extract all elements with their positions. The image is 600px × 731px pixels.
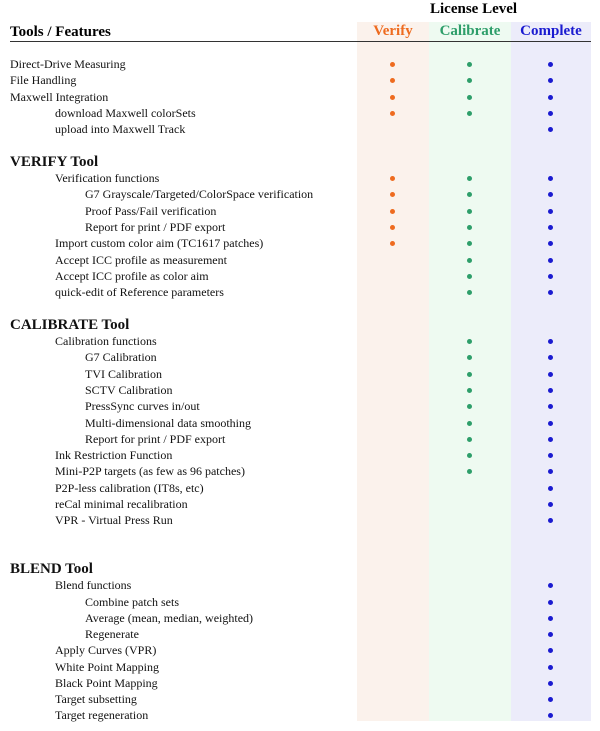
calibrate-included-dot — [467, 111, 472, 116]
section-heading — [0, 315, 600, 335]
section-heading — [0, 152, 600, 172]
feature-label: Apply Curves (VPR) — [55, 643, 157, 657]
feature-label: Report for print / PDF export — [85, 220, 226, 234]
complete-included-dot — [548, 616, 553, 621]
complete-included-dot — [548, 241, 553, 246]
feature-label: Maxwell Integration — [10, 90, 109, 104]
complete-included-dot — [548, 421, 553, 426]
complete-included-dot — [548, 127, 553, 132]
calibrate-included-dot — [467, 404, 472, 409]
feature-row — [0, 89, 600, 105]
header-divider — [10, 41, 591, 42]
feature-label: Black Point Mapping — [55, 676, 158, 690]
section-title: BLEND Tool — [10, 561, 93, 577]
complete-included-dot — [548, 583, 553, 588]
calibrate-included-dot — [467, 176, 472, 181]
verify-included-dot — [390, 241, 395, 246]
feature-label: SCTV Calibration — [85, 383, 173, 397]
feature-label: File Handling — [10, 73, 77, 87]
feature-label: Target regeneration — [55, 708, 149, 722]
verify-included-dot — [390, 192, 395, 197]
feature-row — [0, 72, 600, 88]
feature-label: Report for print / PDF export — [85, 432, 226, 446]
calibrate-included-dot — [467, 469, 472, 474]
feature-label: download Maxwell colorSets — [55, 106, 196, 120]
feature-row — [0, 382, 600, 398]
section-title: CALIBRATE Tool — [10, 317, 130, 333]
feature-row — [0, 284, 600, 300]
feature-row — [0, 105, 600, 121]
verify-included-dot — [390, 176, 395, 181]
complete-included-dot — [548, 176, 553, 181]
feature-row — [0, 219, 600, 235]
feature-label: Accept ICC profile as color aim — [55, 269, 209, 283]
calibrate-included-dot — [467, 192, 472, 197]
feature-label: Calibration functions — [55, 334, 157, 348]
calibrate-included-dot — [467, 388, 472, 393]
feature-row — [0, 675, 600, 691]
calibrate-included-dot — [467, 372, 472, 377]
feature-row — [0, 659, 600, 675]
feature-row — [0, 480, 600, 496]
complete-included-dot — [548, 648, 553, 653]
complete-included-dot — [548, 111, 553, 116]
feature-row — [0, 235, 600, 251]
verify-included-dot — [390, 111, 395, 116]
feature-label: Target subsetting — [55, 692, 137, 706]
feature-row — [0, 691, 600, 707]
feature-row — [0, 170, 600, 186]
feature-row — [0, 594, 600, 610]
complete-included-dot — [548, 355, 553, 360]
calibrate-included-dot — [467, 355, 472, 360]
complete-included-dot — [548, 404, 553, 409]
complete-included-dot — [548, 225, 553, 230]
complete-included-dot — [548, 339, 553, 344]
calibrate-included-dot — [467, 339, 472, 344]
feature-label: Combine patch sets — [85, 595, 179, 609]
feature-row — [0, 121, 600, 137]
complete-included-dot — [548, 469, 553, 474]
complete-included-dot — [548, 78, 553, 83]
feature-label: Regenerate — [85, 627, 139, 641]
feature-row — [0, 626, 600, 642]
complete-included-dot — [548, 502, 553, 507]
feature-label: Verification functions — [55, 171, 160, 185]
feature-row — [0, 252, 600, 268]
feature-row — [0, 366, 600, 382]
license-level-heading: License Level — [430, 1, 518, 17]
complete-included-dot — [548, 62, 553, 67]
complete-included-dot — [548, 388, 553, 393]
feature-label: P2P-less calibration (IT8s, etc) — [55, 481, 204, 495]
feature-row — [0, 415, 600, 431]
calibrate-included-dot — [467, 209, 472, 214]
feature-label: Mini-P2P targets (as few as 96 patches) — [55, 464, 245, 478]
verify-included-dot — [390, 95, 395, 100]
calibrate-column-header: Calibrate — [439, 23, 501, 39]
complete-included-dot — [548, 600, 553, 605]
calibrate-included-dot — [467, 290, 472, 295]
feature-row — [0, 496, 600, 512]
complete-included-dot — [548, 697, 553, 702]
complete-included-dot — [548, 632, 553, 637]
feature-row — [0, 333, 600, 349]
feature-row — [0, 398, 600, 414]
feature-label: G7 Calibration — [85, 350, 157, 364]
complete-included-dot — [548, 95, 553, 100]
calibrate-included-dot — [467, 421, 472, 426]
complete-included-dot — [548, 713, 553, 718]
feature-row — [0, 447, 600, 463]
calibrate-included-dot — [467, 274, 472, 279]
calibrate-included-dot — [467, 78, 472, 83]
feature-row — [0, 349, 600, 365]
complete-included-dot — [548, 437, 553, 442]
feature-label: upload into Maxwell Track — [55, 122, 186, 136]
complete-included-dot — [548, 453, 553, 458]
feature-label: TVI Calibration — [85, 367, 162, 381]
calibrate-included-dot — [467, 95, 472, 100]
feature-label: Average (mean, median, weighted) — [85, 611, 254, 625]
verify-included-dot — [390, 62, 395, 67]
feature-row — [0, 642, 600, 658]
section-heading — [0, 559, 600, 579]
verify-included-dot — [390, 78, 395, 83]
complete-included-dot — [548, 681, 553, 686]
feature-row — [0, 56, 600, 72]
feature-label: Ink Restriction Function — [55, 448, 173, 462]
tools-features-heading: Tools / Features — [10, 24, 111, 40]
feature-label: reCal minimal recalibration — [55, 497, 188, 511]
feature-label: Accept ICC profile as measurement — [55, 253, 227, 267]
verify-included-dot — [390, 225, 395, 230]
complete-included-dot — [548, 372, 553, 377]
feature-label: Blend functions — [55, 578, 132, 592]
verify-included-dot — [390, 209, 395, 214]
feature-label: quick-edit of Reference parameters — [55, 285, 224, 299]
feature-label: Direct-Drive Measuring — [10, 57, 126, 71]
calibrate-included-dot — [467, 62, 472, 67]
feature-row — [0, 610, 600, 626]
feature-row — [0, 463, 600, 479]
feature-label: White Point Mapping — [55, 660, 159, 674]
feature-label: PressSync curves in/out — [85, 399, 200, 413]
complete-included-dot — [548, 192, 553, 197]
verify-column-header: Verify — [373, 23, 413, 39]
feature-label: VPR - Virtual Press Run — [55, 513, 173, 527]
feature-label: G7 Grayscale/Targeted/ColorSpace verification — [85, 187, 314, 201]
feature-label: Multi-dimensional data smoothing — [85, 416, 251, 430]
complete-included-dot — [548, 274, 553, 279]
feature-row — [0, 707, 600, 723]
complete-included-dot — [548, 258, 553, 263]
complete-included-dot — [548, 486, 553, 491]
calibrate-included-dot — [467, 437, 472, 442]
feature-row — [0, 186, 600, 202]
feature-row — [0, 431, 600, 447]
section-title: VERIFY Tool — [10, 154, 99, 170]
feature-label: Import custom color aim (TC1617 patches) — [55, 236, 264, 250]
complete-included-dot — [548, 665, 553, 670]
calibrate-included-dot — [467, 241, 472, 246]
feature-row — [0, 203, 600, 219]
feature-label: Proof Pass/Fail verification — [85, 204, 217, 218]
complete-included-dot — [548, 518, 553, 523]
calibrate-included-dot — [467, 258, 472, 263]
calibrate-included-dot — [467, 225, 472, 230]
calibrate-included-dot — [467, 453, 472, 458]
complete-included-dot — [548, 209, 553, 214]
feature-row — [0, 268, 600, 284]
feature-row — [0, 577, 600, 593]
complete-included-dot — [548, 290, 553, 295]
complete-column-header: Complete — [520, 23, 582, 39]
feature-row — [0, 512, 600, 528]
